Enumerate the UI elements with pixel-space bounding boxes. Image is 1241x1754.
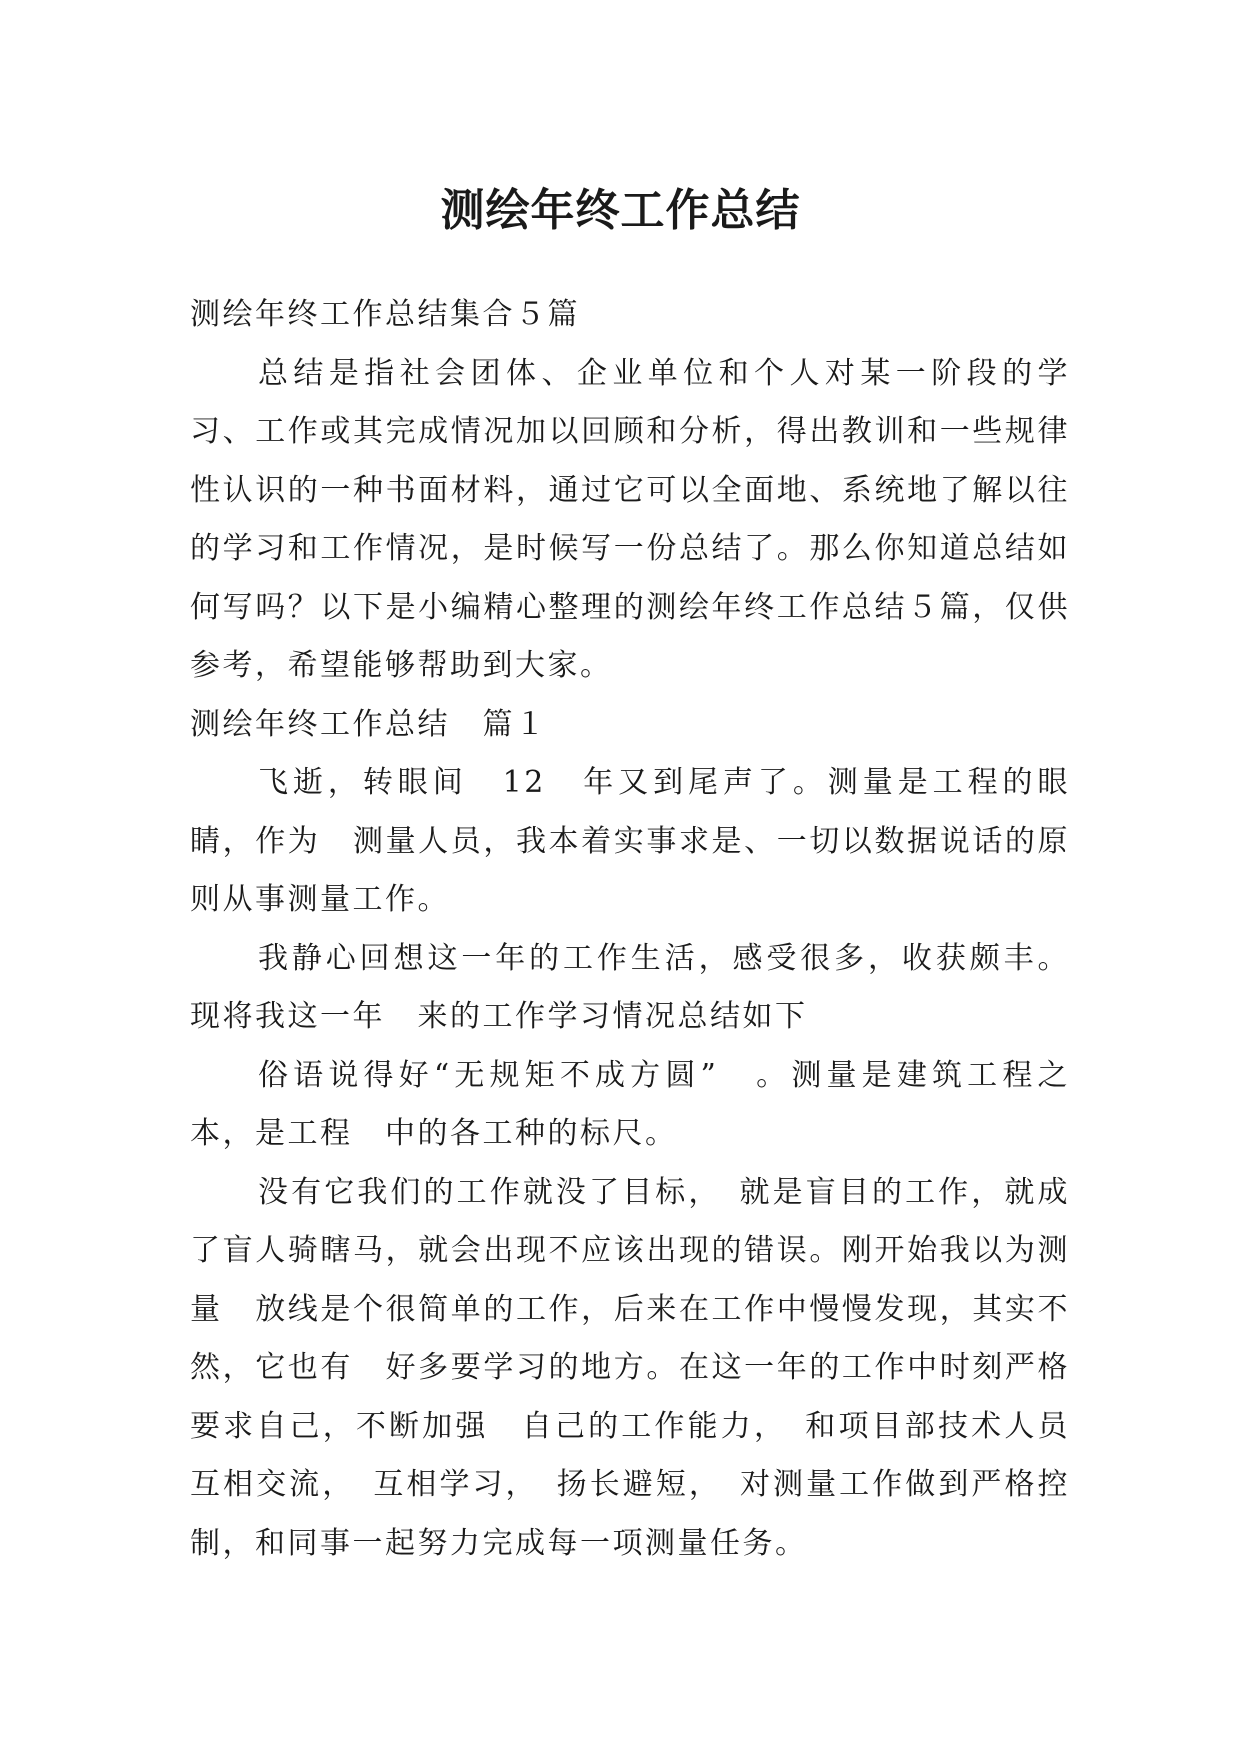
document-body (190, 286, 1070, 1573)
section-heading: 测绘年终工作总结 篇１ (190, 706, 548, 742)
document-title: 测绘年终工作总结 (440, 185, 801, 237)
body-paragraph: 没有它我们的工作就没了目标， 就是盲目的工作，就成了盲人骑瞎马，就会出现不应该出现的错误。刚开始我以为测量 放线是个很简单的工作，后来在工作中慢慢发现，其实不然，它也有 好多要学习的地方。在这一年的工作中时刻严格要求自己，不断加强 自己的工作能力， 和项目部技术人员互相交流， 互相学习， 扬长避短， 对测量工作做到严格控制，和同事一起努力完成每一项测量任务。 (190, 1174, 1070, 1561)
intro-paragraph: 总结是指社会团体、企业单位和个人对某一阶段的学习、工作或其完成情况加以回顾和分析，得出教训和一些规律性认识的一种书面材料，通过它可以全面地、系统地了解以往的学习和工作情况，是时候写一份总结了。那么你知道总结如何写吗？以下是小编精心整理的测绘年终工作总结５篇，仅供参考，希望能够帮助到大家。 (190, 355, 1070, 683)
body-paragraph: 俗语说得好“无规矩不成方圆” 。测量是建筑工程之本，是工程 中的各工种的标尺。 (190, 1057, 1070, 1151)
body-paragraph: 我静心回想这一年的工作生活，感受很多，收获颇丰。现将我这一年 来的工作学习情况总结如下 (190, 940, 1070, 1034)
subtitle-line: 测绘年终工作总结集合５篇 (190, 297, 580, 332)
body-paragraph: 飞逝，转眼间 12 年又到尾声了。测量是工程的眼睛，作为 测量人员，我本着实事求是、一切以数据说话的原则从事测量工作。 (190, 765, 1070, 917)
